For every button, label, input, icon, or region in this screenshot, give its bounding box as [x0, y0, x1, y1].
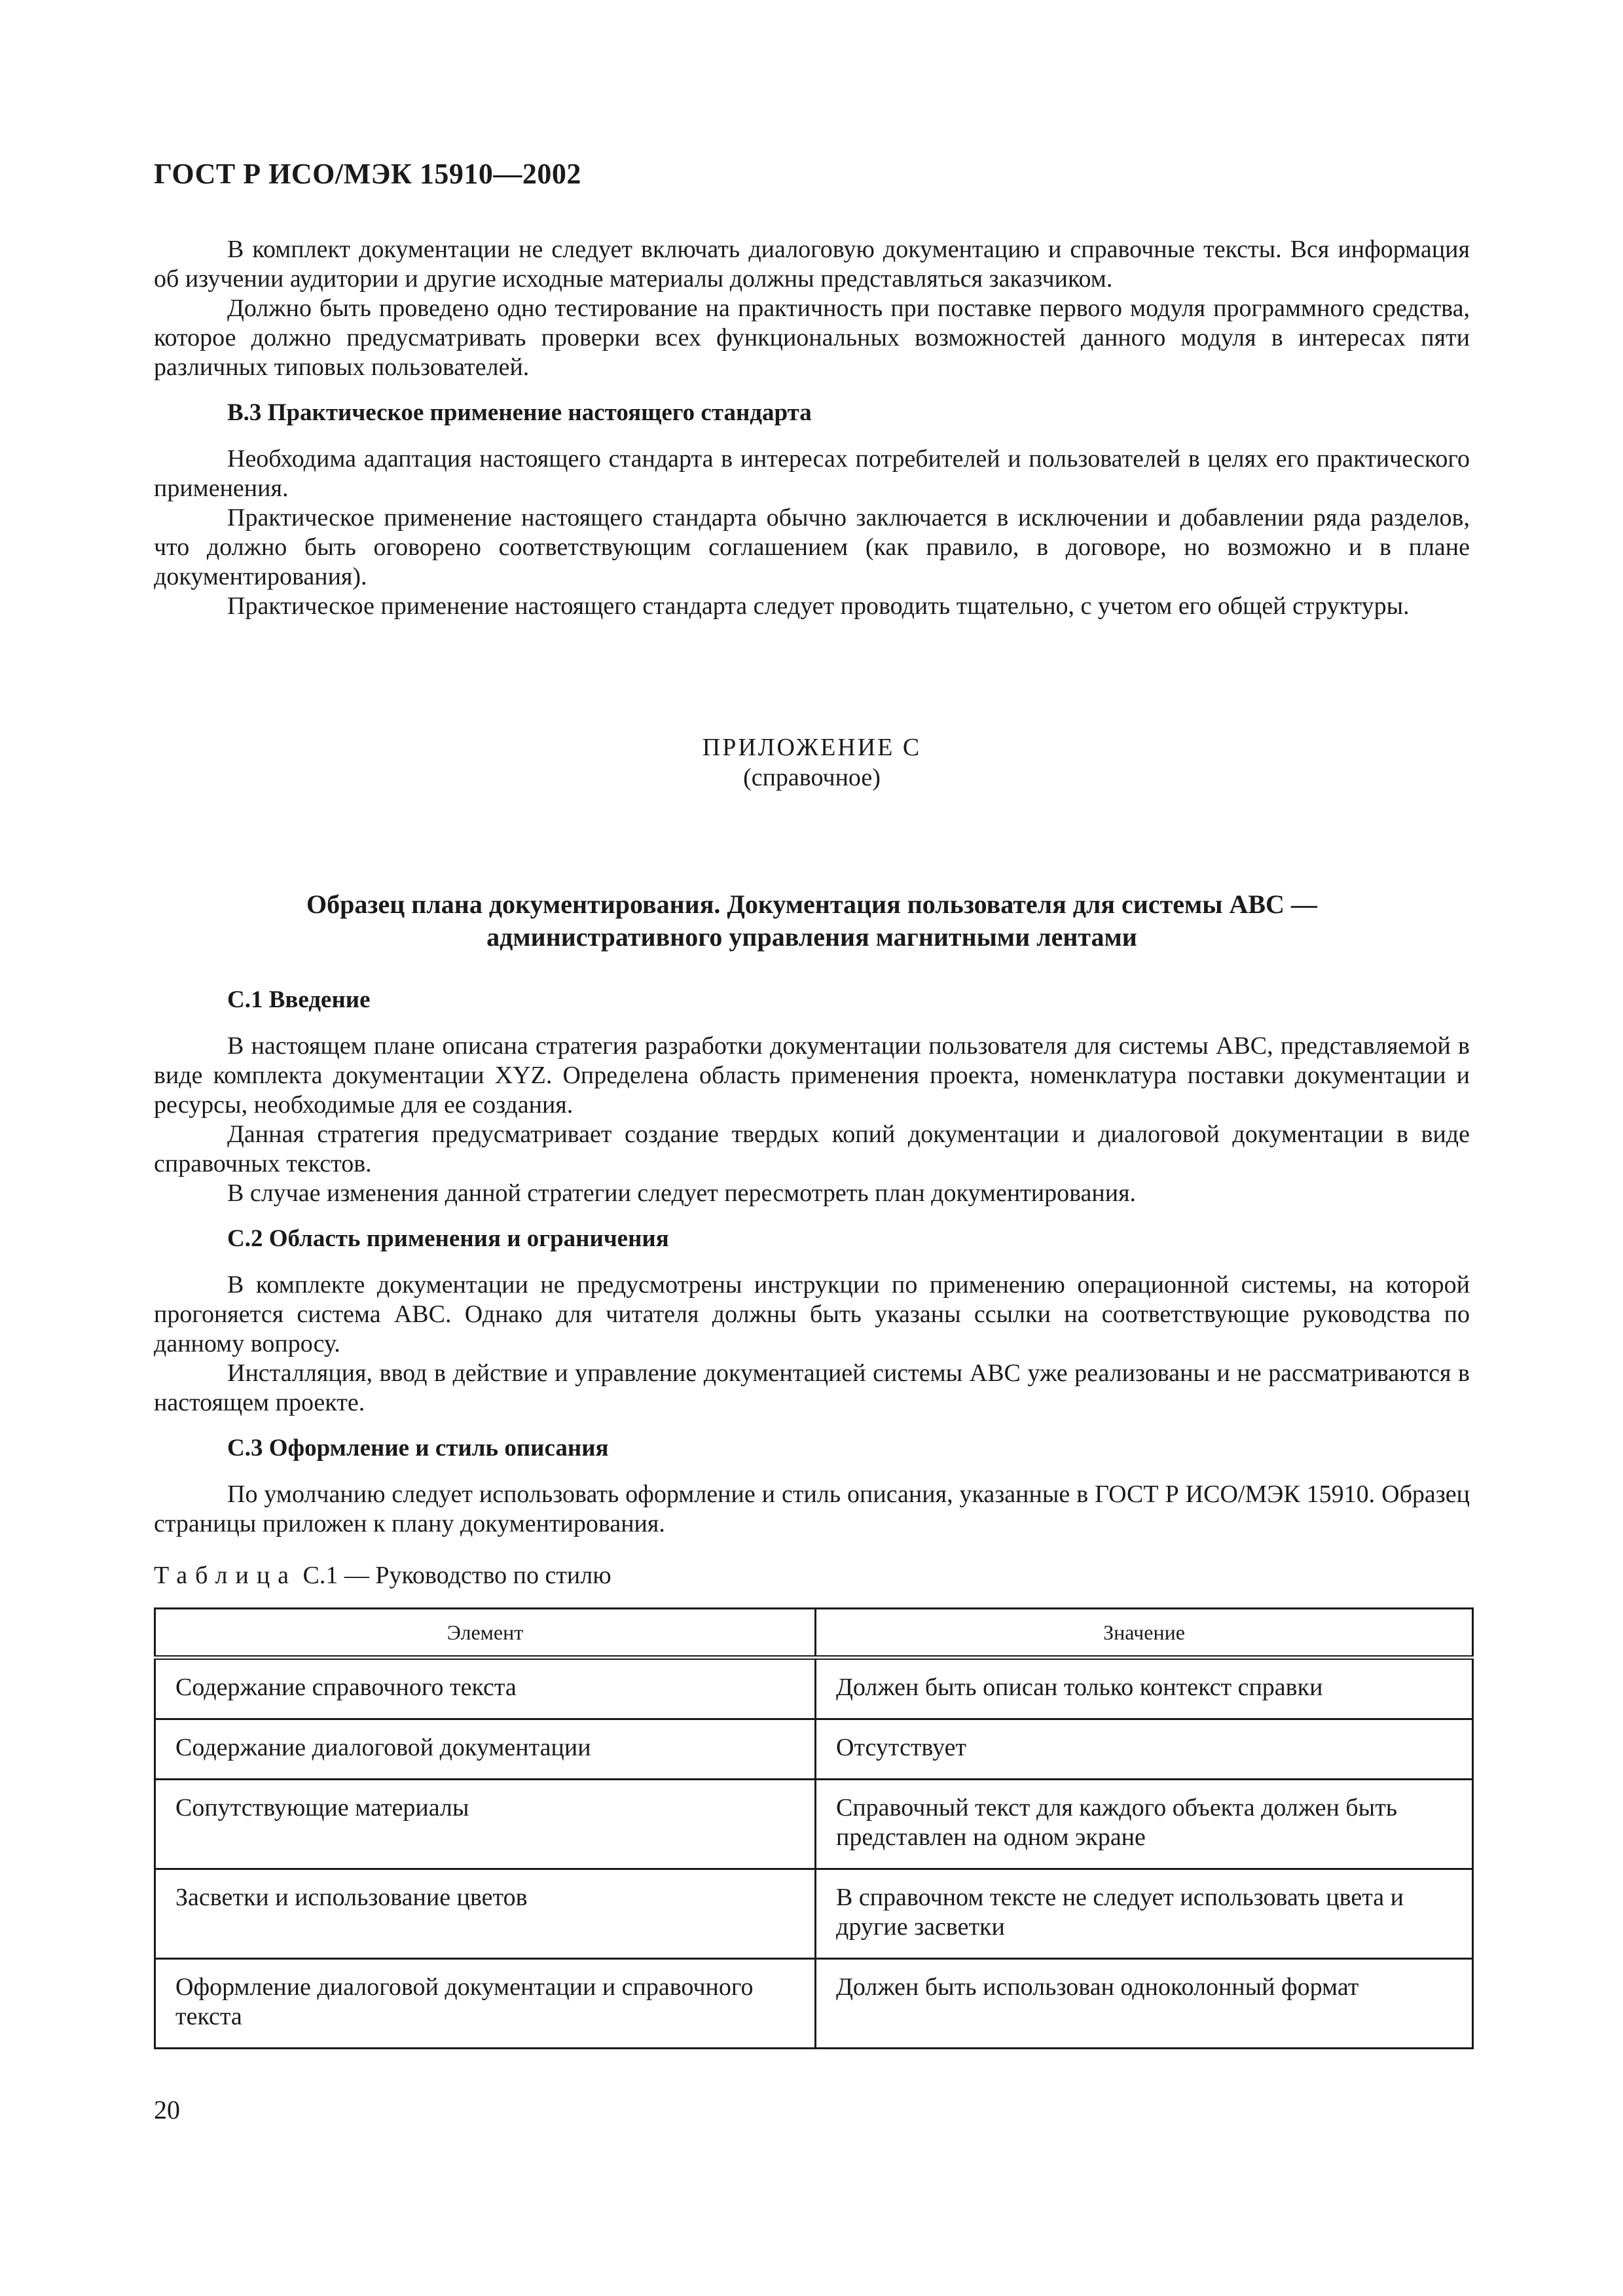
- paragraph: Инсталляция, ввод в действие и управление документацией системы АВС уже реализованы и не рассматриваются в настоящем проекте.: [154, 1359, 1470, 1416]
- paragraph: В комплект документации не следует включать диалоговую документацию и справочные тексты. Вся информация об изучении аудитории и другие исходные материалы должны представляться заказчиком.: [154, 236, 1470, 293]
- paragraph: Практическое применение настоящего стандарта следует проводить тщательно, с учетом его общей структуры.: [227, 592, 1410, 620]
- table-header-row: [155, 1609, 1473, 1658]
- section-heading-c2: С.2 Область применения и ограничения: [227, 1225, 669, 1252]
- table-cell: Должен быть описан только контекст справки: [816, 1658, 1473, 1719]
- column-header-element: Элемент: [155, 1609, 816, 1658]
- table-cell: Отсутствует: [816, 1719, 1473, 1780]
- table-cell: Содержание справочного текста: [155, 1658, 816, 1719]
- table-cell: Содержание диалоговой документации: [155, 1719, 816, 1780]
- table-caption: [154, 1561, 1470, 1590]
- table-cell: Сопутствующие материалы: [155, 1780, 816, 1869]
- style-guide-table: [154, 1607, 1474, 2049]
- table-row: [155, 1780, 1473, 1869]
- table-cell: Оформление диалоговой документации и справочного текста: [155, 1959, 816, 2049]
- section-heading-c1: С.1 Введение: [227, 986, 371, 1013]
- appendix-title-line: Образец плана документирования. Документация пользователя для системы АВС —: [306, 889, 1317, 919]
- appendix-label-block: [154, 732, 1470, 793]
- paragraph: По умолчанию следует использовать оформление и стиль описания, указанные в ГОСТ Р ИСО/МЭК 15910. Образец страницы приложен к плану документирования.: [154, 1480, 1470, 1537]
- paragraph: В случае изменения данной стратегии следует пересмотреть план документирования.: [227, 1179, 1137, 1207]
- paragraph: Должно быть проведено одно тестирование на практичность при поставке первого модуля программного средства, которое должно предусматривать проверки всех функциональных возможностей данного модуля в интересах пяти различных типовых пользователей.: [154, 295, 1470, 381]
- table-row: [155, 1869, 1473, 1959]
- appendix-label: ПРИЛОЖЕНИЕ С: [702, 734, 922, 761]
- table-cell: Засветки и использование цветов: [155, 1869, 816, 1959]
- table-row: [155, 1959, 1473, 2049]
- paragraph: Данная стратегия предусматривает создание твердых копий документации и диалоговой документации в виде справочных текстов.: [154, 1121, 1470, 1177]
- paragraph: В настоящем плане описана стратегия разработки документации пользователя для системы АВС, представляемой в виде комплекта документации XYZ. Определена область применения проекта, номенклатура поставки документации и ресурсы, необходимые для ее создания.: [154, 1032, 1470, 1119]
- section-heading-b3: В.3 Практическое применение настоящего стандарта: [227, 399, 812, 426]
- table-row: [155, 1658, 1473, 1719]
- table-row: [155, 1719, 1473, 1780]
- column-header-value: Значение: [816, 1609, 1473, 1658]
- document-header: ГОСТ Р ИСО/МЭК 15910—2002: [154, 158, 581, 190]
- paragraph: Необходима адаптация настоящего стандарта в интересах потребителей и пользователей в целях его практического применения.: [154, 445, 1470, 502]
- table-cell: В справочном тексте не следует использовать цвета и другие засветки: [816, 1869, 1473, 1959]
- appendix-type: (справочное): [743, 764, 881, 791]
- table-cell: Должен быть использован одноколонный формат: [816, 1959, 1473, 2049]
- paragraph: Практическое применение настоящего стандарта обычно заключается в исключении и добавлении ряда разделов, что должно быть оговорено соответствующим соглашением (как правило, в договоре, но возможно и в плане документирования).: [154, 504, 1470, 590]
- table-caption-word: Таблица: [154, 1562, 297, 1589]
- page-number: 20: [154, 2095, 180, 2125]
- section-heading-c3: С.3 Оформление и стиль описания: [227, 1435, 609, 1462]
- paragraph: В комплекте документации не предусмотрены инструкции по применению операционной системы, на которой прогоняется система АВС. Однако для читателя должны быть указаны ссылки на соответствующие руководства по данному вопросу.: [154, 1271, 1470, 1357]
- document-page: [154, 157, 1470, 2049]
- appendix-title: [154, 888, 1470, 954]
- appendix-title-line: административного управления магнитными лентами: [486, 922, 1137, 952]
- table-cell: Справочный текст для каждого объекта должен быть представлен на одном экране: [816, 1780, 1473, 1869]
- table-caption-text: С.1 — Руководство по стилю: [297, 1562, 611, 1589]
